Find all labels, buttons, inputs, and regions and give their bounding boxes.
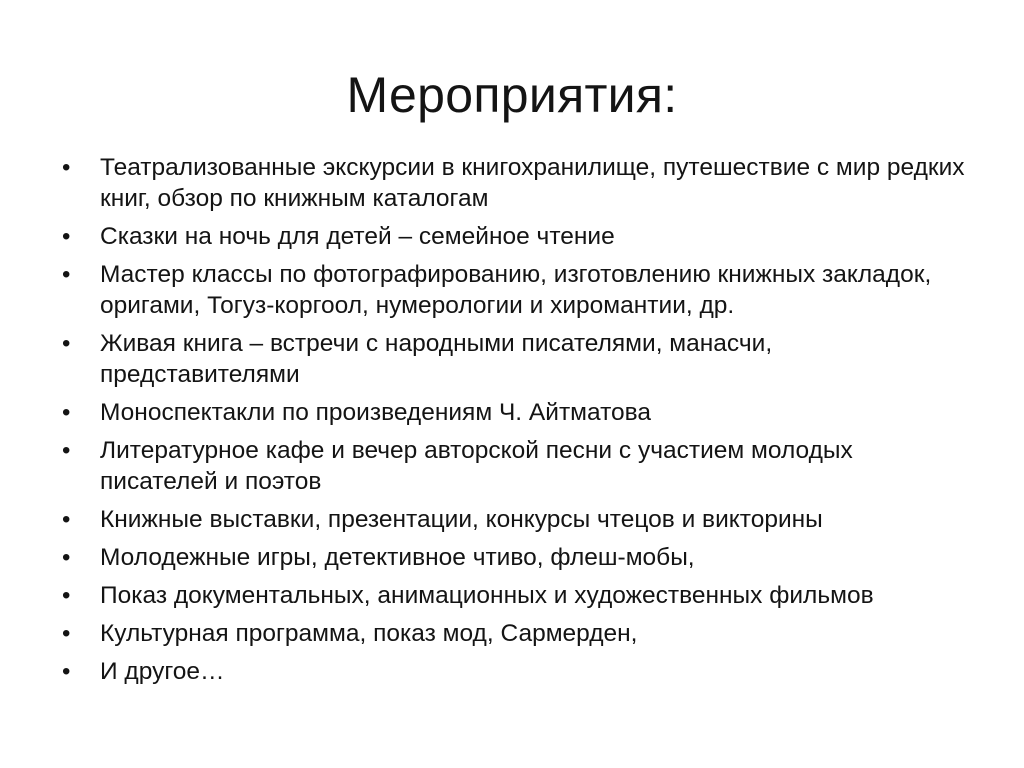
list-item xyxy=(62,397,972,428)
list-item xyxy=(62,152,972,214)
list-item-text: Мастер классы по фотографированию, изготовлению книжных закладок, оригами, Тогуз-коргоол, нумерологии и хиромантии, др. xyxy=(100,261,932,319)
list-item xyxy=(62,580,972,611)
list-item-text: Книжные выставки, презентации, конкурсы чтецов и викторины xyxy=(100,506,823,533)
slide-title: Мероприятия: xyxy=(346,67,678,123)
bullet-icon: • xyxy=(62,330,71,357)
bullet-icon: • xyxy=(62,223,71,250)
bullet-icon: • xyxy=(62,437,71,464)
bullet-icon: • xyxy=(62,544,71,571)
bullet-icon: • xyxy=(62,154,71,181)
list-item-text: Молодежные игры, детективное чтиво, флеш-мобы, xyxy=(100,544,695,571)
list-item-text: И другое… xyxy=(100,658,225,685)
list-item xyxy=(62,504,972,535)
list-item xyxy=(62,542,972,573)
list-item-text: Показ документальных, анимационных и художественных фильмов xyxy=(100,582,874,609)
bullet-icon: • xyxy=(62,620,71,647)
list-item xyxy=(62,618,972,649)
bullet-list xyxy=(62,152,972,694)
list-item-text: Литературное кафе и вечер авторской песни с участием молодых писателей и поэтов xyxy=(100,437,853,495)
bullet-icon: • xyxy=(62,399,71,426)
list-item-text: Театрализованные экскурсии в книгохранилище, путешествие с мир редких книг, обзор по книжным каталогам xyxy=(100,154,965,212)
list-item xyxy=(62,435,972,497)
list-item-text: Сказки на ночь для детей – семейное чтение xyxy=(100,223,615,250)
bullet-icon: • xyxy=(62,261,71,288)
bullet-icon: • xyxy=(62,582,71,609)
bullet-icon: • xyxy=(62,506,71,533)
list-item-text: Культурная программа, показ мод, Сармерден, xyxy=(100,620,638,647)
list-item xyxy=(62,656,972,687)
list-item-text: Моноспектакли по произведениям Ч. Айтматова xyxy=(100,399,652,426)
list-item xyxy=(62,221,972,252)
list-item-text: Живая книга – встречи с народными писателями, манасчи, представителями xyxy=(100,330,773,388)
list-item xyxy=(62,328,972,390)
list-item xyxy=(62,259,972,321)
bullet-icon: • xyxy=(62,658,71,685)
